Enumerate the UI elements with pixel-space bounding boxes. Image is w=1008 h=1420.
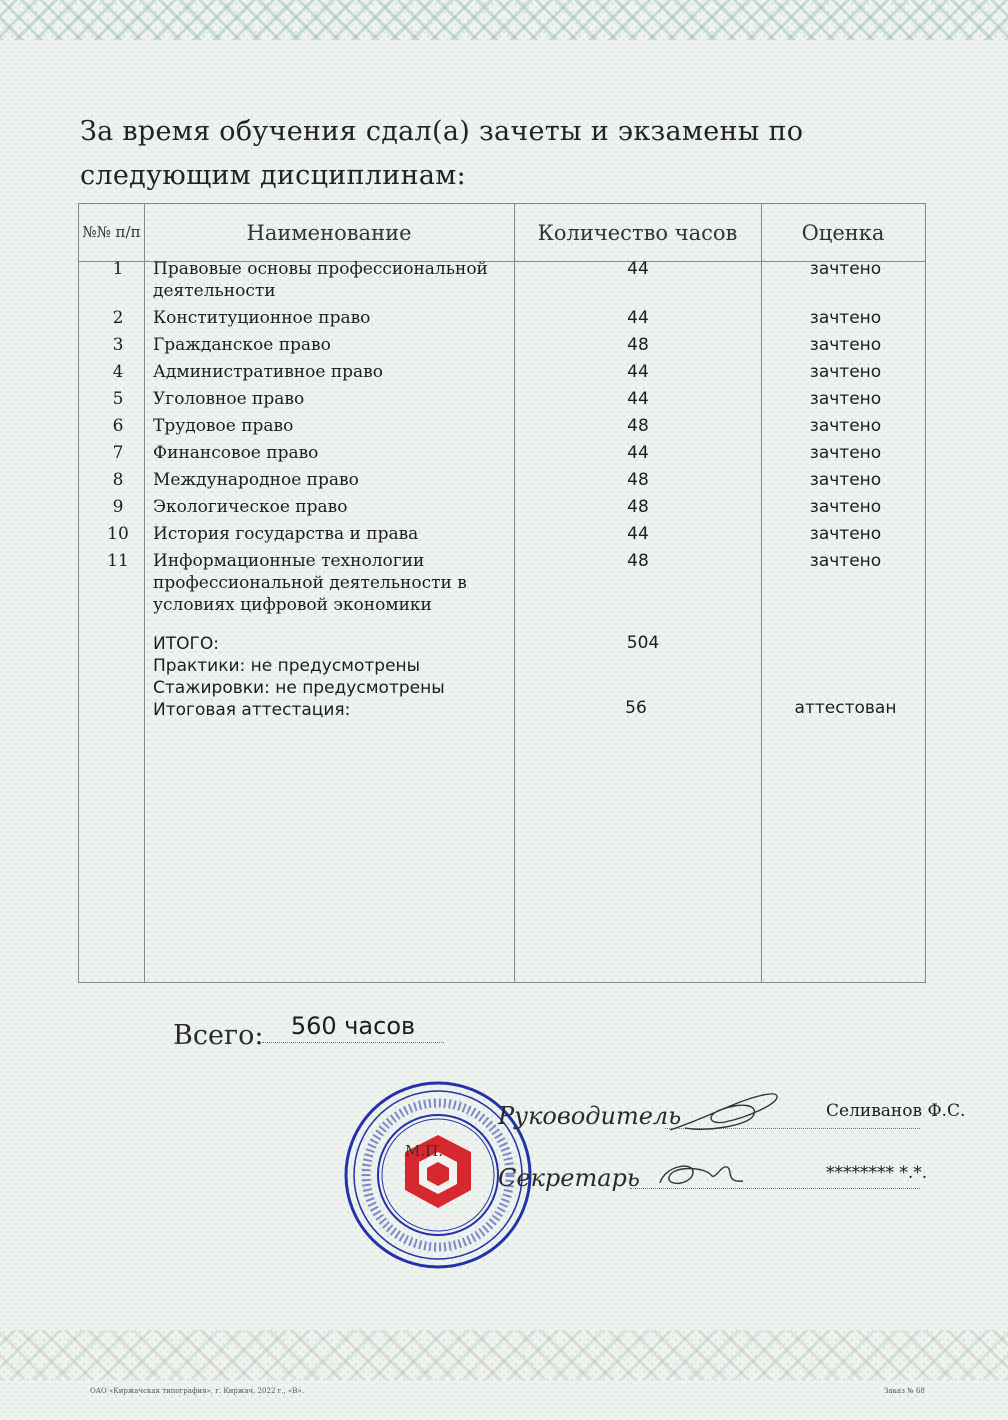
row-hours: 44: [627, 443, 649, 463]
row-name: Экологическое право: [153, 497, 348, 517]
row-name: Правовые основы профессиональной деятельности: [153, 259, 488, 301]
row-hours: 48: [627, 551, 649, 571]
decorative-border-top: [0, 0, 1008, 40]
row-hours: 44: [627, 362, 649, 382]
table-row: [78, 334, 924, 361]
total-label: Всего:: [173, 1020, 264, 1051]
row-grade: зачтено: [809, 416, 882, 436]
row-num: 3: [112, 335, 124, 355]
summary-internship: Стажировки: не предусмотрены: [153, 678, 445, 698]
table-row: [78, 361, 924, 388]
row-name: Конституционное право: [153, 308, 371, 328]
table-row: [78, 388, 924, 415]
row-grade: зачтено: [809, 443, 882, 463]
secretary-label: Секретарь: [498, 1164, 640, 1192]
row-num: 10: [107, 524, 129, 544]
summary-practice: Практики: не предусмотрены: [153, 656, 421, 676]
head-label: Руководитель: [498, 1102, 682, 1130]
row-grade: зачтено: [809, 524, 882, 544]
summary-total-hours: 504: [626, 633, 660, 653]
row-grade: зачтено: [809, 259, 882, 279]
footer-printer: ОАО «Киржачская типография», г. Киржач, 2022 г., «В».: [90, 1387, 304, 1395]
row-num: 9: [112, 497, 124, 517]
table-row: [78, 307, 924, 334]
row-hours: 48: [627, 470, 649, 490]
page-heading: За время обучения сдал(а) зачеты и экзамены по следующим дисциплинам:: [80, 116, 804, 191]
table-row: [78, 442, 924, 469]
row-name: Гражданское право: [153, 335, 331, 355]
row-hours: 44: [627, 524, 649, 544]
summary-final-label: Итоговая аттестация:: [153, 700, 351, 720]
row-name: Международное право: [153, 470, 359, 490]
row-name: История государства и права: [153, 524, 419, 544]
footer-order: Заказ № 68: [884, 1387, 925, 1395]
header-num: №№ п/п: [82, 223, 141, 241]
row-num: 1: [112, 259, 124, 279]
total-value: 560 часов: [262, 1012, 444, 1043]
head-signature: [665, 1082, 785, 1137]
row-num: 7: [112, 443, 124, 463]
table-row: [78, 523, 924, 550]
head-name: Селиванов Ф.С.: [826, 1101, 966, 1121]
table-body: [78, 258, 924, 620]
row-hours: 48: [627, 416, 649, 436]
row-name: Финансовое право: [153, 443, 319, 463]
header-name: Наименование: [246, 220, 412, 245]
seal-mp-label: М.П.: [405, 1142, 443, 1160]
row-grade: зачтено: [809, 335, 882, 355]
row-hours: 48: [627, 335, 649, 355]
secretary-name: ******** *.*.: [826, 1163, 928, 1183]
summary-block: [153, 633, 445, 721]
summary-final-hours: 56: [625, 698, 647, 718]
row-grade: зачтено: [809, 389, 882, 409]
table-row: [78, 258, 924, 307]
row-grade: зачтено: [809, 308, 882, 328]
row-grade: зачтено: [809, 551, 882, 571]
header-grade: Оценка: [801, 220, 885, 245]
table-row: [78, 550, 924, 620]
row-grade: зачтено: [809, 497, 882, 517]
row-name: Административное право: [153, 362, 383, 382]
row-name: Трудовое право: [153, 416, 294, 436]
table-row: [78, 415, 924, 442]
row-hours: 44: [627, 259, 649, 279]
row-hours: 44: [627, 389, 649, 409]
row-num: 2: [112, 308, 124, 328]
row-num: 6: [112, 416, 124, 436]
row-num: 11: [107, 551, 129, 571]
secretary-signature: [655, 1155, 755, 1191]
summary-final-grade: аттестован: [794, 698, 897, 718]
header-hours: Количество часов: [537, 220, 738, 245]
row-num: 5: [112, 389, 124, 409]
decorative-border-bottom: [0, 1330, 1008, 1380]
table-row: [78, 496, 924, 523]
row-hours: 48: [627, 497, 649, 517]
row-name: Уголовное право: [153, 389, 305, 409]
summary-total-label: ИТОГО:: [153, 634, 219, 654]
row-grade: зачтено: [809, 470, 882, 490]
row-num: 4: [112, 362, 124, 382]
row-name: Информационные технологии профессиональной деятельности в условиях цифровой экономики: [153, 551, 467, 615]
table-row: [78, 469, 924, 496]
row-hours: 44: [627, 308, 649, 328]
row-num: 8: [112, 470, 124, 490]
row-grade: зачтено: [809, 362, 882, 382]
